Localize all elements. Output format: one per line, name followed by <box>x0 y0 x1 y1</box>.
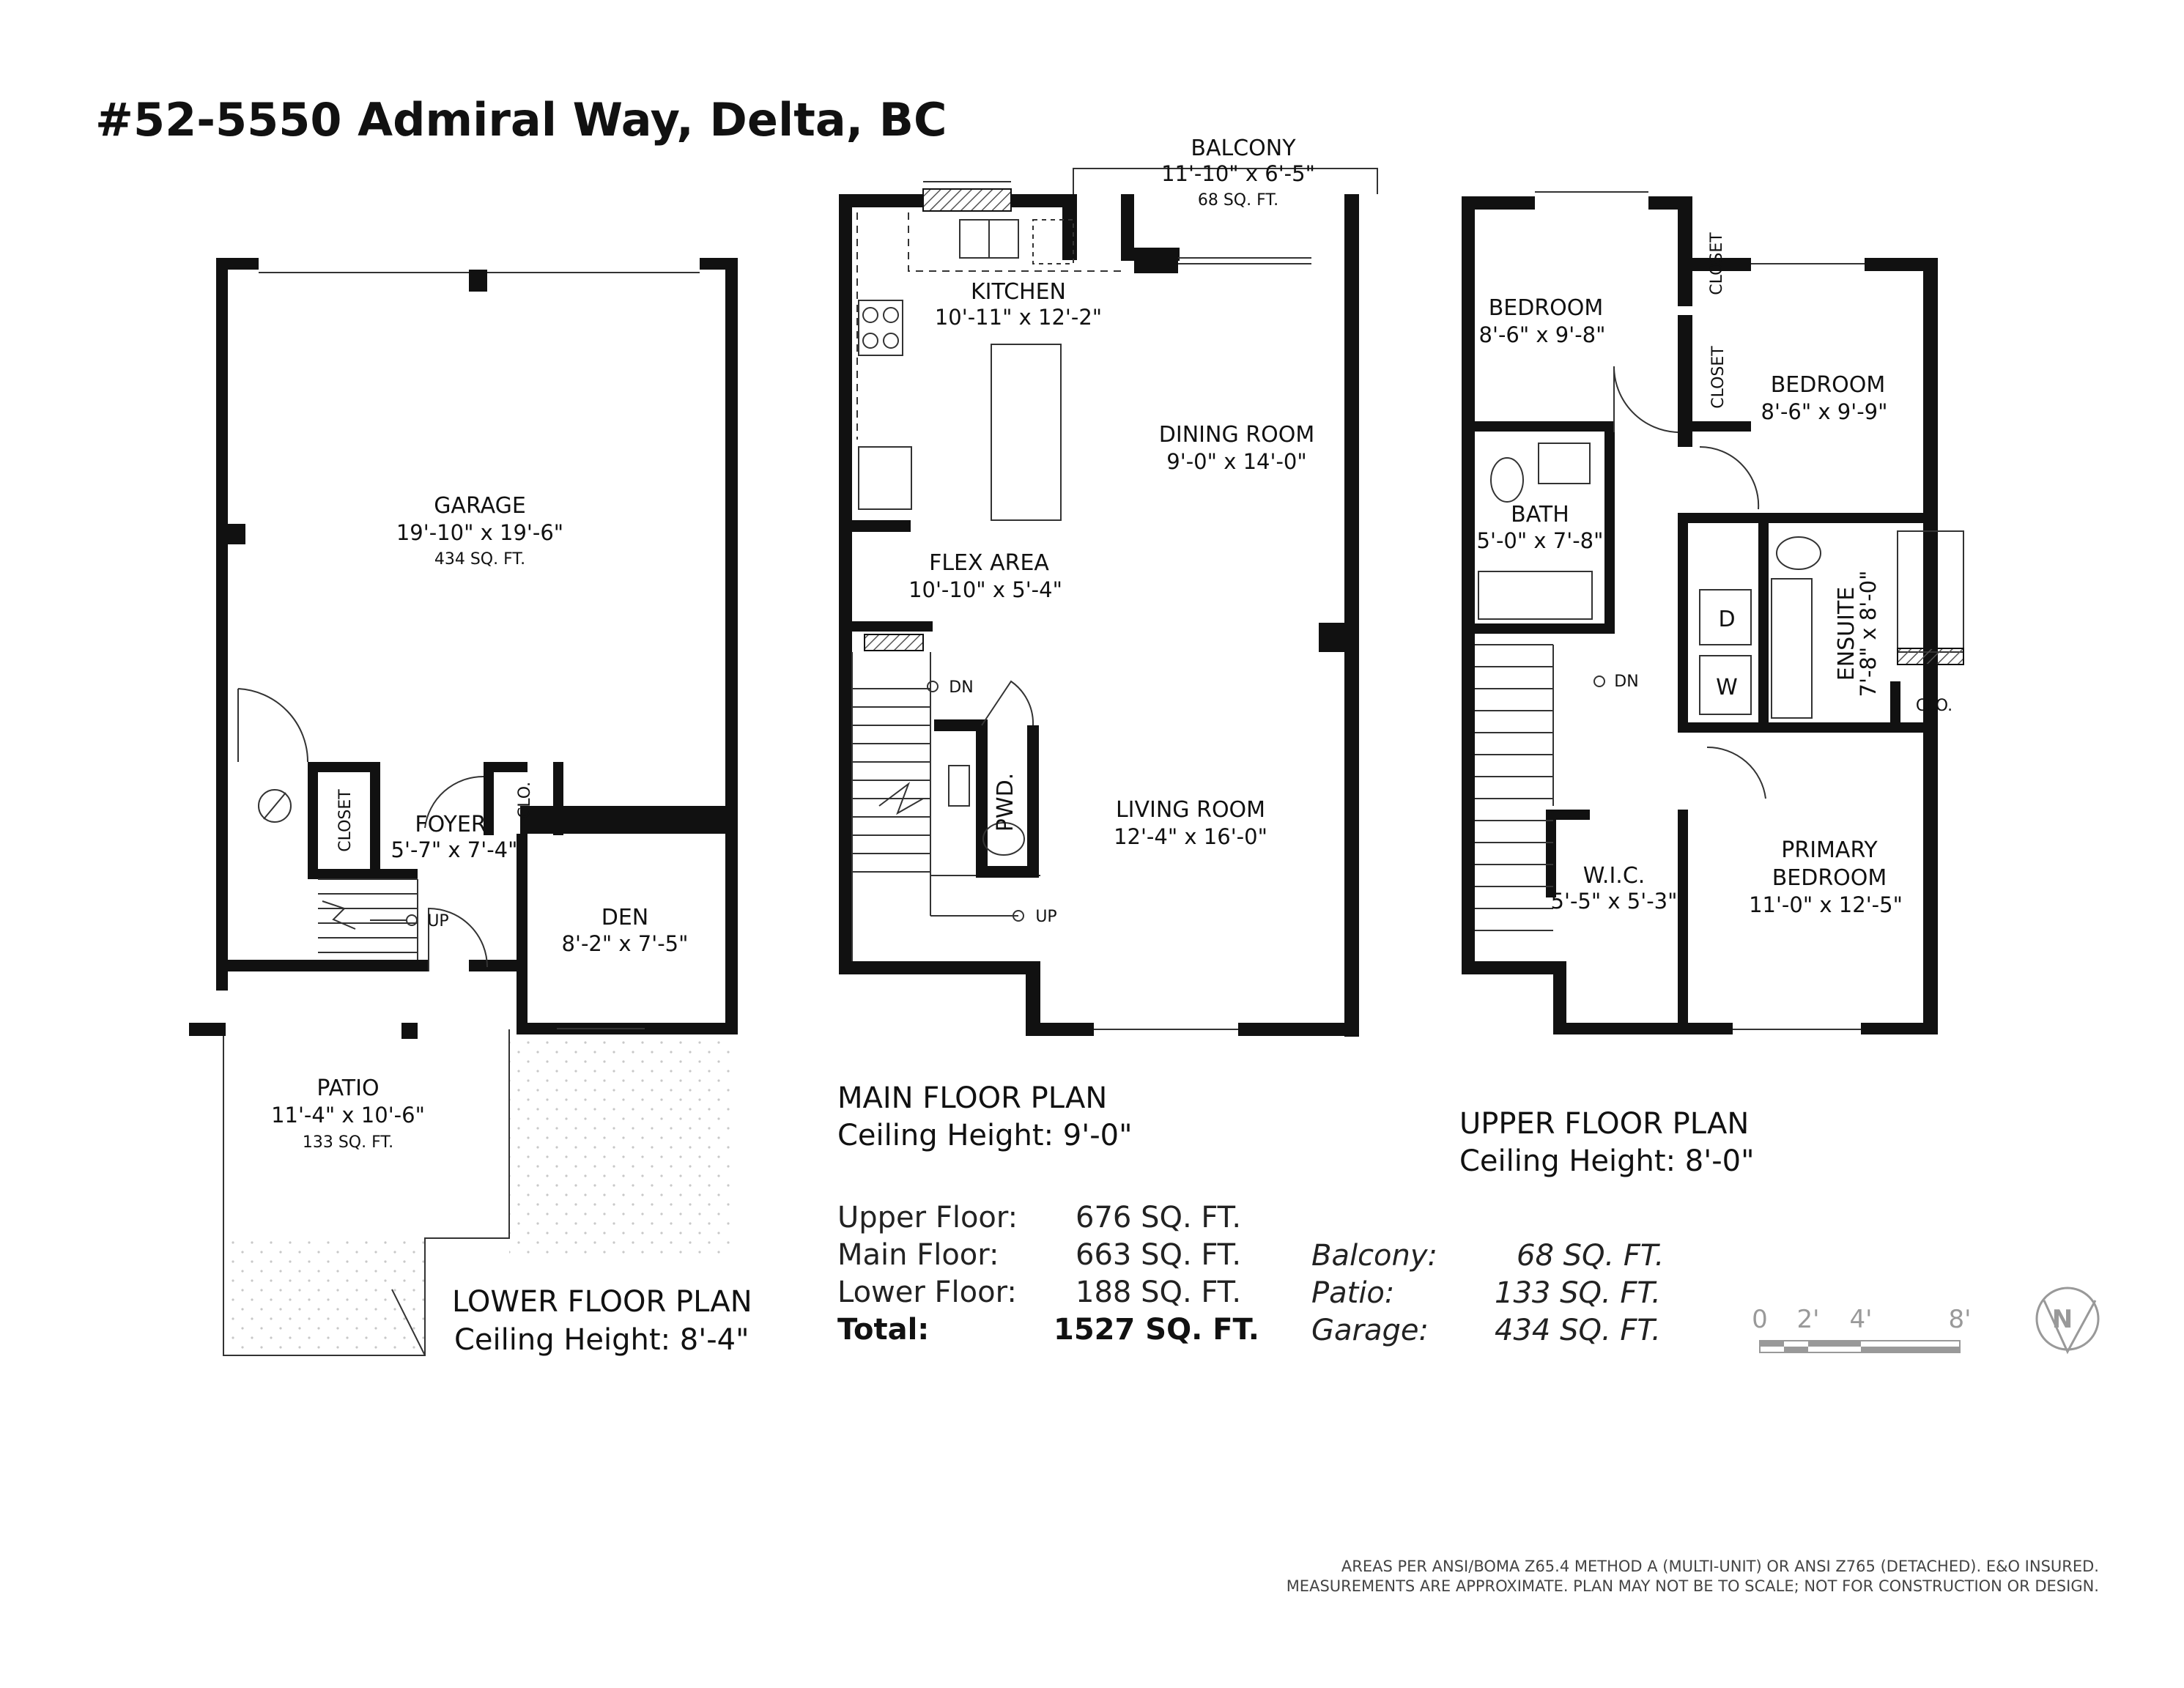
bath-label: BATH <box>1511 502 1569 528</box>
ensuite-label: ENSUITE <box>1834 586 1859 681</box>
foyer-wall-top <box>308 762 377 772</box>
laundry-wall <box>1678 513 1688 733</box>
scale-tick-4: 4' <box>1849 1305 1873 1334</box>
flex-wall <box>852 520 911 532</box>
footnote-line-1: AREAS PER ANSI/BOMA Z65.4 METHOD A (MULTI-UNIT) OR ANSI Z765 (DETACHED). E&O INSURED. <box>1341 1558 2099 1575</box>
dining-label: DINING ROOM <box>1158 422 1315 448</box>
wic-label: W.I.C. <box>1583 863 1646 889</box>
patio-dims: 11'-4" x 10'-6" <box>271 1103 425 1128</box>
pwd-sink <box>949 766 969 806</box>
bath-door <box>1700 447 1758 509</box>
stair-hatch <box>865 634 923 651</box>
ensuite-dims: 7'-8" x 8'-0" <box>1856 570 1881 697</box>
north-compass-icon <box>2037 1288 2098 1352</box>
garage-wall-top-left <box>216 258 259 270</box>
lower-up-label: UP <box>427 912 449 930</box>
balcony-door-wall <box>1134 260 1178 273</box>
upper-wall-bottom-l <box>1462 961 1564 974</box>
summary-total-value: 1527 SQ. FT. <box>1054 1313 1259 1347</box>
flex-dims: 10'-10" x 5'-4" <box>908 577 1062 602</box>
garage-dims: 19'-10" x 19'-6" <box>396 520 564 545</box>
wic-wall-top <box>1546 810 1590 820</box>
main-dn-label: DN <box>949 678 974 697</box>
main-ceiling-height: Ceiling Height: 9'-0" <box>837 1119 1133 1152</box>
lower-clo-label: CLO. <box>516 781 534 819</box>
bath-wall-right <box>1604 421 1615 634</box>
garage-post <box>469 270 487 292</box>
garage-area: 434 SQ. FT. <box>434 550 526 569</box>
extra-patio-label: Patio: <box>1311 1276 1395 1310</box>
living-label: LIVING ROOM <box>1115 797 1266 823</box>
bath-toilet <box>1491 458 1523 502</box>
bedroom1-label: BEDROOM <box>1488 295 1604 321</box>
bedroom1-door <box>1614 366 1678 432</box>
kitchen-island <box>991 344 1061 520</box>
kitchen-window-hatch <box>923 189 1011 211</box>
garage-pier <box>228 524 245 544</box>
bath-dims: 5'-0" x 7'-8" <box>1476 528 1604 553</box>
upper-floor-title: UPPER FLOOR PLAN <box>1459 1107 1750 1141</box>
upper-clo-label: CLO. <box>1915 697 1953 715</box>
lower-ceiling-height: Ceiling Height: 8'-4" <box>454 1323 749 1357</box>
main-pier <box>1319 623 1344 652</box>
bath-sink <box>1539 443 1590 484</box>
main-wall-right <box>1344 194 1359 1037</box>
scale-tick-8: 8' <box>1948 1305 1972 1334</box>
balcony-area: 68 SQ. FT. <box>1197 191 1279 210</box>
clo-wall-r <box>553 762 563 835</box>
bedroom2-bottom <box>1678 513 1938 523</box>
flex-wall-lower <box>852 621 933 632</box>
primary-dims: 11'-0" x 12'-5" <box>1749 892 1903 917</box>
upper-wall-right <box>1923 258 1938 1034</box>
stove <box>859 300 903 355</box>
kitchen-dims: 10'-11" x 12'-2" <box>934 305 1103 330</box>
lower-closet-label: CLOSET <box>336 789 355 852</box>
main-wall-bottom <box>1026 1023 1094 1036</box>
summary-upper-value: 676 SQ. FT. <box>1076 1201 1242 1234</box>
wic-wall-right <box>1678 810 1688 1033</box>
upper-wall-left <box>1462 196 1475 974</box>
upper-wall-top <box>1462 196 1535 210</box>
bedroom2-label: BEDROOM <box>1770 372 1886 398</box>
closet-wall-bottom <box>1678 421 1751 432</box>
extra-garage-label: Garage: <box>1311 1314 1429 1347</box>
garage-entry-door <box>238 689 308 762</box>
upper-ceiling-height: Ceiling Height: 8'-0" <box>1459 1144 1755 1178</box>
lower-floor-title: LOWER FLOOR PLAN <box>452 1285 752 1319</box>
scale-tick-0: 0 <box>1752 1305 1768 1334</box>
foyer-closet-wall <box>370 762 380 879</box>
foyer-dims: 5'-7" x 7'-4" <box>390 837 518 862</box>
garage-label: GARAGE <box>434 493 526 519</box>
flex-label: FLEX AREA <box>929 550 1049 576</box>
balcony-label: BALCONY <box>1191 136 1296 161</box>
foyer-label: FOYER <box>415 812 486 837</box>
upper-closet1-label: CLOSET <box>1708 232 1726 295</box>
upper-dn-label: DN <box>1614 673 1639 691</box>
ensuite-hatch <box>1898 648 1963 665</box>
garage-wall-left <box>216 258 228 991</box>
wic-wall <box>1546 810 1556 897</box>
garage-den-partition <box>520 806 738 834</box>
washer-label: W <box>1716 675 1738 700</box>
primary-label-2: BEDROOM <box>1772 865 1887 891</box>
area-summary <box>837 1201 1664 1347</box>
extra-garage-value: 434 SQ. FT. <box>1495 1314 1661 1347</box>
ensuite-wall-left <box>1758 520 1769 733</box>
footnote-line-2: MEASUREMENTS ARE APPROXIMATE. PLAN MAY NOT BE TO SCALE; NOT FOR CONSTRUCTION OR DESIGN. <box>1286 1577 2099 1595</box>
upper-floor-plan <box>1459 192 1963 1178</box>
patio-label: PATIO <box>317 1076 380 1101</box>
scale-tick-2: 2' <box>1796 1305 1820 1334</box>
pwd-door <box>982 681 1033 725</box>
scale-bar <box>1752 1305 1971 1352</box>
garage-inner-bottom <box>308 762 318 879</box>
garage-wall-right <box>725 258 738 1034</box>
fridge <box>859 447 911 509</box>
property-address-title: #52-5550 Admiral Way, Delta, BC <box>95 93 947 147</box>
patio-area: 133 SQ. FT. <box>302 1133 394 1152</box>
summary-lower-label: Lower Floor: <box>837 1276 1017 1309</box>
upper-wall-bottom <box>1553 1023 1733 1034</box>
foyer-bottom <box>308 869 418 879</box>
main-wall-right-upper <box>1121 194 1134 260</box>
bedroom1-dims: 8'-6" x 9'-8" <box>1478 322 1606 347</box>
dining-dims: 9'-0" x 14'-0" <box>1166 449 1307 474</box>
kitchen-label: KITCHEN <box>971 279 1066 305</box>
summary-main-label: Main Floor: <box>837 1238 999 1272</box>
summary-main-value: 663 SQ. FT. <box>1076 1238 1242 1272</box>
svg-text:N: N <box>2051 1305 2073 1334</box>
main-wall-bottom-left <box>839 961 1040 974</box>
bathtub <box>1478 571 1592 619</box>
living-dims: 12'-4" x 16'-0" <box>1114 824 1267 849</box>
extra-patio-value: 133 SQ. FT. <box>1495 1276 1661 1310</box>
main-floor-title: MAIN FLOOR PLAN <box>837 1081 1108 1115</box>
main-floor-plan <box>837 136 1377 1152</box>
main-kitchen-notch <box>1062 194 1077 260</box>
patio-wall-left <box>189 1023 226 1036</box>
main-up-label: UP <box>1035 908 1057 926</box>
water-heater-slash <box>264 793 286 819</box>
patio-post <box>401 1023 418 1039</box>
dryer-label: D <box>1718 607 1736 632</box>
wic-dims: 5'-5" x 5'-3" <box>1550 889 1678 914</box>
upper-closet2-label: CLOSET <box>1709 346 1728 409</box>
bedroom1-bottom-wall <box>1475 421 1614 432</box>
lower-stairs <box>318 879 418 960</box>
bath-wall-bottom <box>1475 623 1614 634</box>
den-wall-left <box>517 834 528 1034</box>
ensuite-vanity <box>1772 579 1812 718</box>
den-label: DEN <box>601 905 649 930</box>
upper-closet-col <box>1678 196 1692 306</box>
extra-balcony-label: Balcony: <box>1311 1239 1438 1273</box>
summary-upper-label: Upper Floor: <box>837 1201 1018 1234</box>
balcony-dims: 11'-10" x 6'-5" <box>1161 161 1315 186</box>
main-wall-bottom-right <box>1238 1023 1359 1036</box>
main-wall-left <box>839 194 852 974</box>
lower-floor-plan <box>189 258 752 1357</box>
bedroom2-dims: 8'-6" x 9'-9" <box>1761 399 1888 424</box>
summary-total-label: Total: <box>837 1313 930 1347</box>
clo-wall-upper <box>1890 681 1900 733</box>
main-wall-top-left <box>839 194 923 207</box>
den-dims: 8'-2" x 7'-5" <box>561 931 689 956</box>
lower-wall-bottom <box>216 960 429 971</box>
primary-label-1: PRIMARY <box>1781 837 1878 863</box>
primary-door <box>1707 747 1766 799</box>
ensuite-toilet <box>1777 537 1821 569</box>
summary-lower-value: 188 SQ. FT. <box>1076 1276 1242 1309</box>
pwd-label: PWD. <box>993 772 1018 832</box>
upper-wall-bottom-r <box>1861 1023 1938 1034</box>
extra-balcony-value: 68 SQ. FT. <box>1517 1239 1665 1273</box>
paver-area-right <box>509 1040 733 1260</box>
